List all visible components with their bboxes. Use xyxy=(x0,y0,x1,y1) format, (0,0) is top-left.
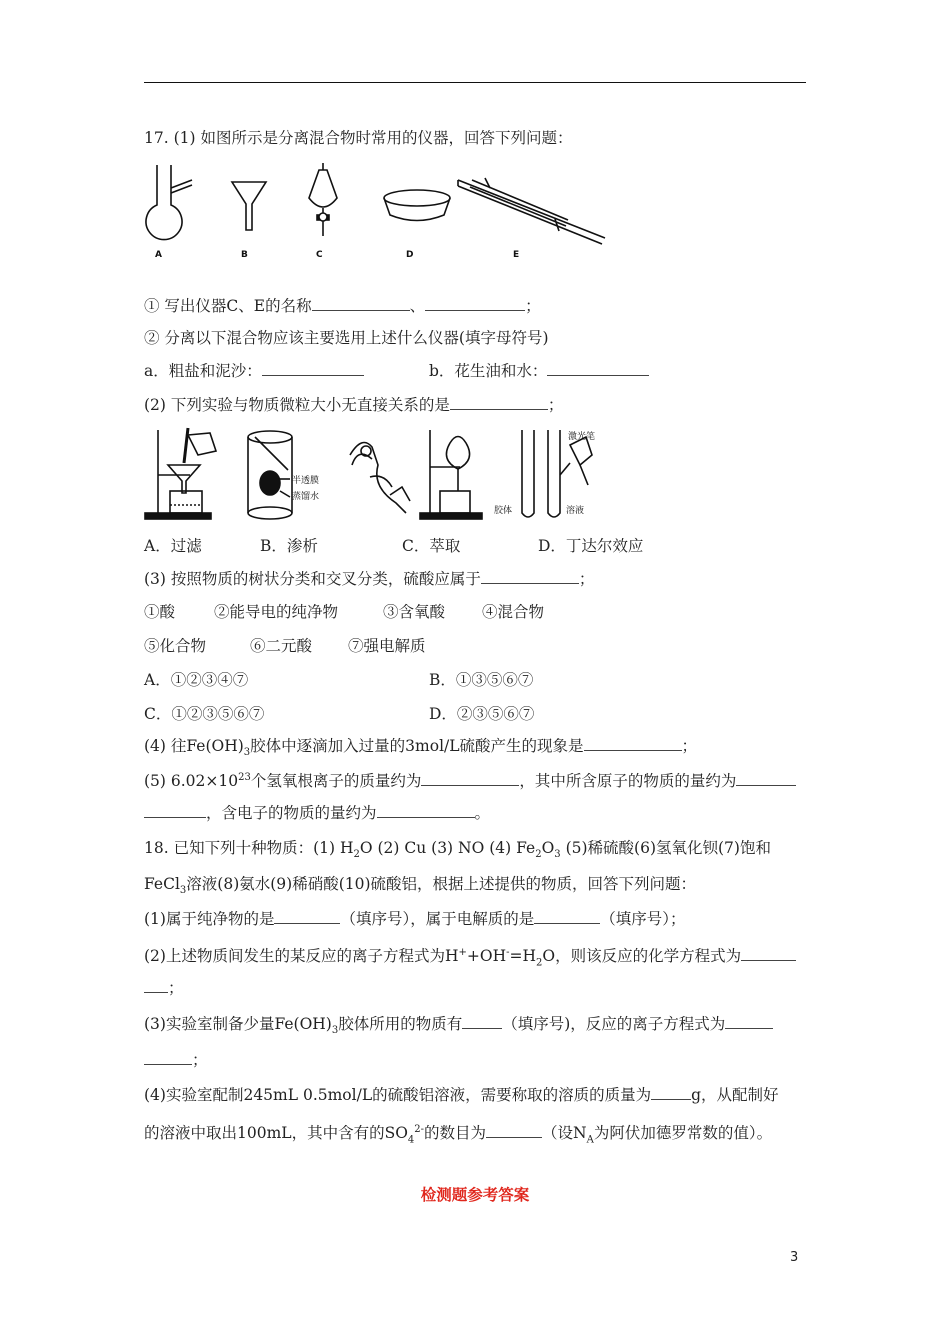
q17-2-option-d: D．丁达尔效应 xyxy=(538,537,644,555)
apparatus-label-d: D xyxy=(406,250,414,260)
q17-2-option-c: C．萃取 xyxy=(402,537,461,555)
colloid-label: 胶体 xyxy=(494,506,513,516)
q18-part4-line2: 的溶液中取出100mL，其中含有的$SO_4^{2-}$的数目为 （设$N_A$为阿伏加德罗常数的值）。 xyxy=(144,1124,773,1146)
q17-3: (3) 按照物质的树状分类和交叉分类，硫酸应属于 ； xyxy=(144,570,595,588)
funnel-icon xyxy=(232,182,266,230)
q17-2-option-a: A．过滤 xyxy=(144,537,202,555)
q18-line2: FeCl$_3$溶液(8)氨水(9)稀硝酸(10)硫酸铝，根据上述提供的物质，回答下列问题： xyxy=(144,875,697,897)
distillation-flask-icon xyxy=(146,165,192,240)
q17-1-2b: b．花生油和水： xyxy=(429,361,649,381)
experiment-figure xyxy=(140,425,610,525)
q18-part2: (2)上述物质间发生的某反应的离子方程式为$H^++OH^-=H_2O$，则该反应的化学方程式为 xyxy=(144,943,796,973)
q17-3-item-6: ⑥二元酸 xyxy=(250,637,313,655)
separatory-funnel-icon xyxy=(309,163,337,236)
membrane-label: 半透膜 xyxy=(292,476,320,486)
q17-3-item-3: ③含氧酸 xyxy=(383,603,446,621)
q17-5-line2: ，含电子的物质的量约为 。 xyxy=(144,803,490,823)
apparatus-label-e: E xyxy=(513,250,520,260)
q17-3-choice-a: A．①②③④⑦ xyxy=(144,671,249,689)
q17-2: (2) 下列实验与物质微粒大小无直接关系的是 ； xyxy=(144,396,564,414)
q18-part1: (1)属于纯净物的是 （填序号），属于电解质的是 （填序号）； xyxy=(144,910,686,928)
q18-part2-line2: ； xyxy=(144,978,184,998)
extraction-hands-icon xyxy=(350,443,410,514)
q17-4: (4) 往$Fe(OH)_3$胶体中逐滴加入过量的3mol/L硫酸产生的现象是 ； xyxy=(144,737,698,759)
q17-3-choice-d: D．②③⑤⑥⑦ xyxy=(429,705,535,723)
q17-1-2: ② 分离以下混合物应该主要选用上述什么仪器(填字母符号) xyxy=(144,329,549,347)
q17-5: (5) $6.02\times 10^{23}$个氢氧根离子的质量约为 ，其中所含原子的物质的量约为 xyxy=(144,768,796,791)
condenser-icon xyxy=(458,178,605,244)
water-label: 蒸馏水 xyxy=(292,492,320,502)
filtration-setup-icon xyxy=(145,428,216,519)
q17-intro: 17. (1) 如图所示是分离混合物时常用的仪器，回答下列问题： xyxy=(144,129,573,147)
q17-3-item-4: ④混合物 xyxy=(482,603,545,621)
q17-3-item-1: ①酸 xyxy=(144,603,176,621)
q17-3-item-5: ⑤化合物 xyxy=(144,637,207,655)
q17-3-choice-b: B．①③⑤⑥⑦ xyxy=(429,671,534,689)
q18-part3-line2: ； xyxy=(144,1050,208,1070)
q17-1-1: ① 写出仪器C、E的名称 、 ； xyxy=(144,297,541,315)
page-number: 3 xyxy=(790,1250,799,1265)
apparatus-label-c: C xyxy=(316,250,323,260)
header-rule xyxy=(144,82,806,83)
answer-section-title: 检测题参考答案 xyxy=(420,1186,530,1204)
q18-line1: 18. 已知下列十种物质：(1) $H_2O$ (2) Cu (3) NO (4) $Fe_2O_3$ (5)稀硫酸(6)氢氧化钡(7)饱和 xyxy=(144,839,771,861)
tyndall-tubes-icon xyxy=(522,430,592,517)
q17-2-option-b: B．渗析 xyxy=(260,537,318,555)
q17-3-choice-c: C．①②③⑤⑥⑦ xyxy=(144,705,265,723)
q17-3-item-7: ⑦强电解质 xyxy=(348,637,426,655)
evaporating-dish-icon xyxy=(384,190,450,221)
apparatus-label-a: A xyxy=(155,250,162,260)
q17-3-item-2: ②能导电的纯净物 xyxy=(214,603,339,621)
apparatus-label-b: B xyxy=(241,250,248,260)
solution-label: 溶液 xyxy=(566,506,585,516)
q18-part3: (3)实验室制备少量$Fe(OH)_3$胶体所用的物质有 （填序号)，反应的离子方程式为 xyxy=(144,1014,773,1041)
q17-1-2a: a．粗盐和泥沙： xyxy=(144,361,364,381)
q18-part4: (4)实验室配制245mL 0.5mol/L的硫酸铝溶液，需要称取的溶质的质量为 g，从配制好 xyxy=(144,1086,779,1104)
apparatus-figure xyxy=(140,160,620,265)
laser-label: 激光笔 xyxy=(568,432,596,442)
separatory-stand-icon xyxy=(420,430,482,519)
dialysis-setup-icon xyxy=(248,431,292,519)
